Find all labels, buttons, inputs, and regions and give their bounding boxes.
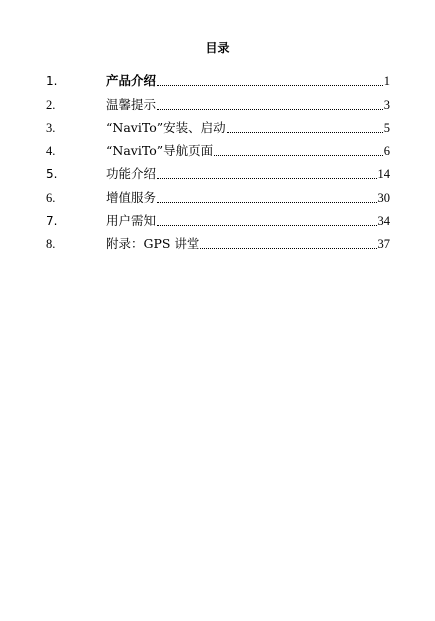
toc-entry[interactable] xyxy=(46,66,390,89)
toc-entry[interactable] xyxy=(46,229,390,252)
toc-list xyxy=(46,66,390,252)
toc-entry-number: 2. xyxy=(46,97,56,112)
toc-leader-dots xyxy=(157,108,383,110)
toc-entry-number: 5. xyxy=(46,167,58,182)
toc-entry-number: 1. xyxy=(46,74,58,89)
toc-entry-page: 14 xyxy=(377,167,390,182)
toc-entry-page: 6 xyxy=(383,144,390,159)
toc-leader-dots xyxy=(157,84,383,86)
toc-entry-number: 4. xyxy=(46,144,56,159)
toc-entry-label: 增值服务 xyxy=(106,189,157,205)
toc-entry-page: 1 xyxy=(383,74,390,89)
toc-entry-page: 30 xyxy=(377,190,390,205)
toc-entry[interactable] xyxy=(46,159,390,182)
toc-entry[interactable] xyxy=(46,136,390,159)
toc-entry-label: “NaviTo”导航页面 xyxy=(106,143,214,159)
toc-entry-number: 8. xyxy=(46,237,56,252)
toc-entry-number: 7. xyxy=(46,214,58,229)
toc-title: 目录 xyxy=(205,41,230,55)
toc-leader-dots xyxy=(157,177,376,179)
toc-leader-dots xyxy=(214,154,383,156)
toc-leader-dots xyxy=(157,201,376,203)
toc-leader-dots xyxy=(157,224,376,226)
toc-entry-page: 34 xyxy=(377,214,390,229)
toc-entry[interactable] xyxy=(46,206,390,229)
toc-entry-page: 3 xyxy=(383,97,390,112)
toc-entry-label: “NaviTo”安装、启动 xyxy=(106,119,226,135)
toc-entry[interactable] xyxy=(46,113,390,136)
toc-leader-dots xyxy=(227,131,383,133)
toc-entry-page: 37 xyxy=(377,237,390,252)
toc-entry-number: 3. xyxy=(46,120,56,135)
toc-entry-label: 功能介绍 xyxy=(106,166,157,182)
toc-entry-page: 5 xyxy=(383,120,390,135)
toc-entry[interactable] xyxy=(46,182,390,205)
toc-entry-label: 产品介绍 xyxy=(106,73,157,89)
toc-leader-dots xyxy=(200,247,376,249)
toc-entry-number: 6. xyxy=(46,190,56,205)
toc-entry-label: 温馨提示 xyxy=(106,96,157,112)
toc-entry-label: 附录：GPS 讲堂 xyxy=(106,236,200,252)
toc-entry[interactable] xyxy=(46,89,390,112)
toc-entry-label: 用户需知 xyxy=(106,213,157,229)
